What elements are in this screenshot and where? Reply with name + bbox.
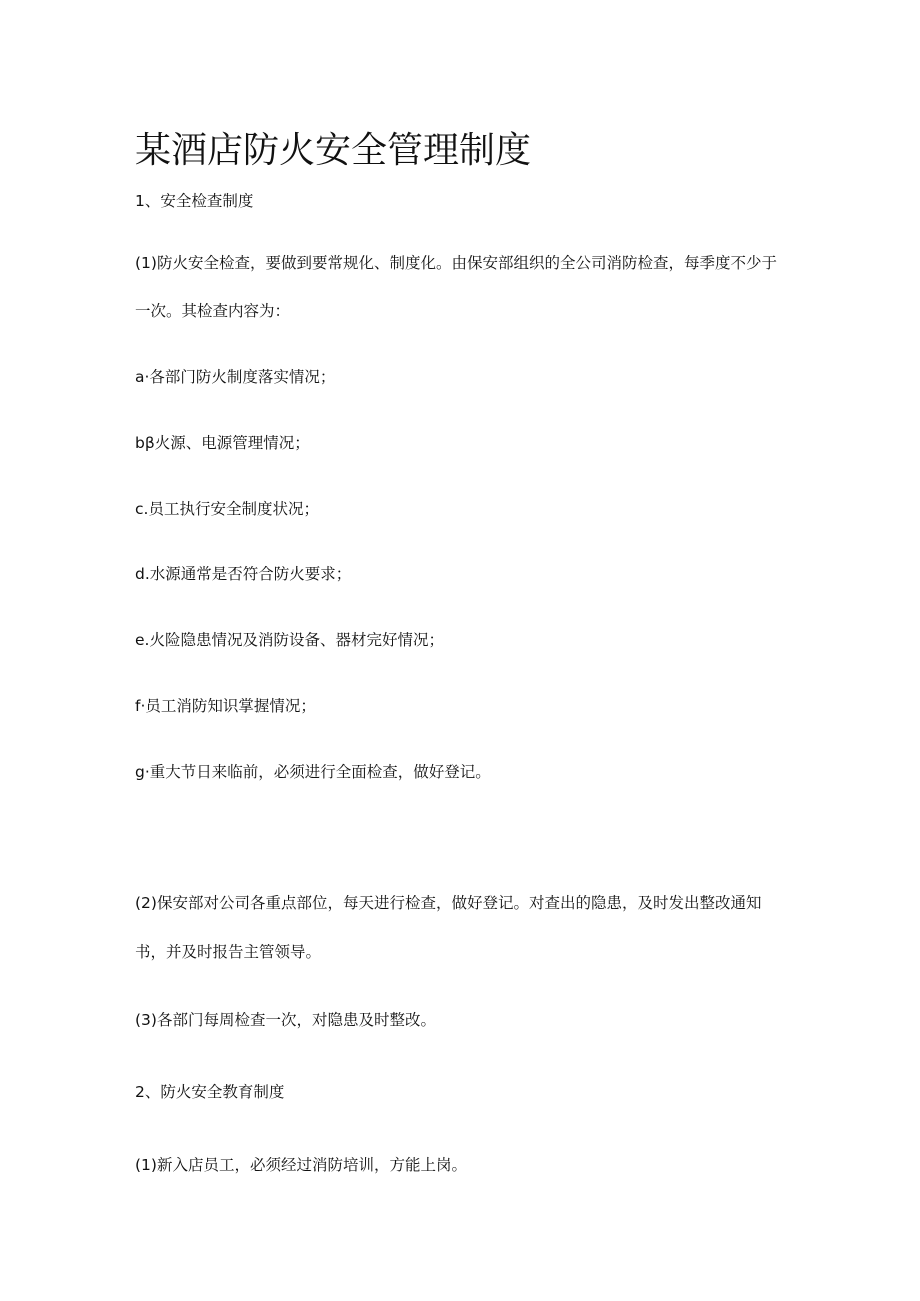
- paragraph-line: (3)各部门每周检查一次，对隐患及时整改。: [135, 1011, 436, 1029]
- section-heading: 2、防火安全教育制度: [135, 1083, 285, 1101]
- list-item: d.水源通常是否符合防火要求；: [135, 565, 352, 583]
- list-item: e.火险隐患情况及消防设备、器材完好情况；: [135, 631, 444, 649]
- paragraph-line: (1)新入店员工，必须经过消防培训，方能上岗。: [135, 1156, 467, 1174]
- paragraph-line: 一次。其检查内容为：: [135, 302, 291, 320]
- paragraph-line: (2)保安部对公司各重点部位，每天进行检查，做好登记。对查出的隐患，及时发出整改通知: [135, 894, 762, 912]
- paragraph-line: 书，并及时报告主管领导。: [135, 943, 322, 961]
- paragraph-line: (1)防火安全检查，要做到要常规化、制度化。由保安部组织的全公司消防检查，每季度不少于: [135, 254, 777, 272]
- document-title: 某酒店防火安全管理制度: [135, 130, 532, 171]
- section-heading: 1、安全检查制度: [135, 192, 254, 210]
- list-item: a·各部门防火制度落实情况；: [135, 368, 336, 386]
- list-item: bβ火源、电源管理情况；: [135, 434, 310, 452]
- list-item: f·员工消防知识掌握情况；: [135, 697, 316, 715]
- list-item: g·重大节日来临前，必须进行全面检查，做好登记。: [135, 763, 491, 781]
- list-item: c.员工执行安全制度状况；: [135, 500, 319, 518]
